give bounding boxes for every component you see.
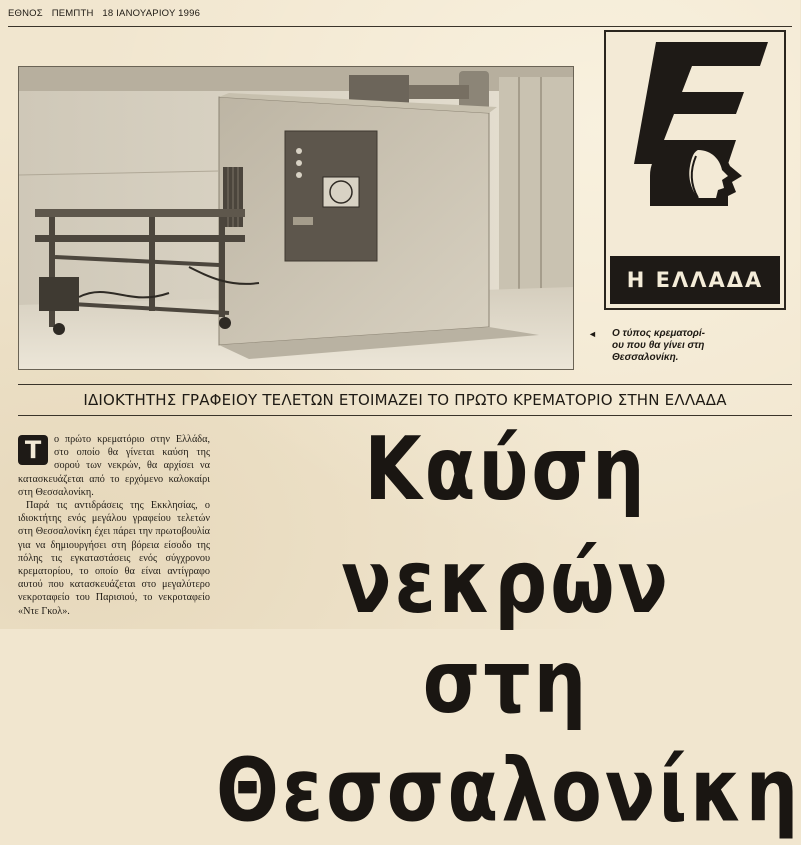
page-header [8,8,792,27]
issue-date: 18 ΙΑΝΟΥΑΡΙΟΥ 1996 [102,8,201,19]
stylized-e-logo-icon [612,36,776,206]
drop-cap: Τ [18,435,48,465]
main-headline [216,418,801,842]
article-paragraph-1: ο πρώτο κρεματόριο στην Ελλάδα, στο οποίο θα γίνεται καύση της σορού των νεκρών, θα αρχίσει να κατασκευάζεται από το ερχόμενο καλοκαίρι στη Θεσσαλονίκη. [18,434,210,498]
section-title: Η ΕΛΛΑΔΑ [610,256,780,304]
section-logo-box [604,30,786,310]
crematorium-photo [18,66,574,370]
headline-line-1: Καύση νεκρών [341,418,671,634]
caption-arrow-icon: ◄ [588,329,597,339]
article-paragraph-2: Παρά τις αντιδράσεις της Εκκλησίας, ο ιδιοκτήτης ενός μεγάλου γραφείου τελετών στη Θεσσαλονίκη έχει πάρει την πρωτοβουλία για να δημιουργήσει στη βόρεια είσοδο της πόλης τις εγκαταστάσεις ενός σύγχρονου κρεματορίου, το οποίο θα είναι αντίγραφο αυτού που κατασκευάζεται στο μεγαλύτερο νεκροταφείο του Παρισιού, το νεκροταφείο «Ντε Γκολ». [18,500,210,617]
article-body [18,433,210,629]
kicker-headline: ΙΔΙΟΚΤΗΤΗΣ ΓΡΑΦΕΙΟΥ ΤΕΛΕΤΩΝ ΕΤΟΙΜΑΖΕΙ ΤΟ ΠΡΩΤΟ ΚΡΕΜΑΤΟΡΙΟ ΣΤΗΝ ΕΛΛΑΔΑ [18,384,792,416]
issue-day: ΠΕΜΠΤΗ [51,8,94,19]
caption-text: Ο τύπος κρεματορί- ου που θα γίνει στη Θεσσαλονίκη. [612,328,705,363]
headline-line-2: στη Θεσσαλονίκη [216,631,801,842]
newspaper-name: ΕΘΝΟΣ [8,8,43,19]
